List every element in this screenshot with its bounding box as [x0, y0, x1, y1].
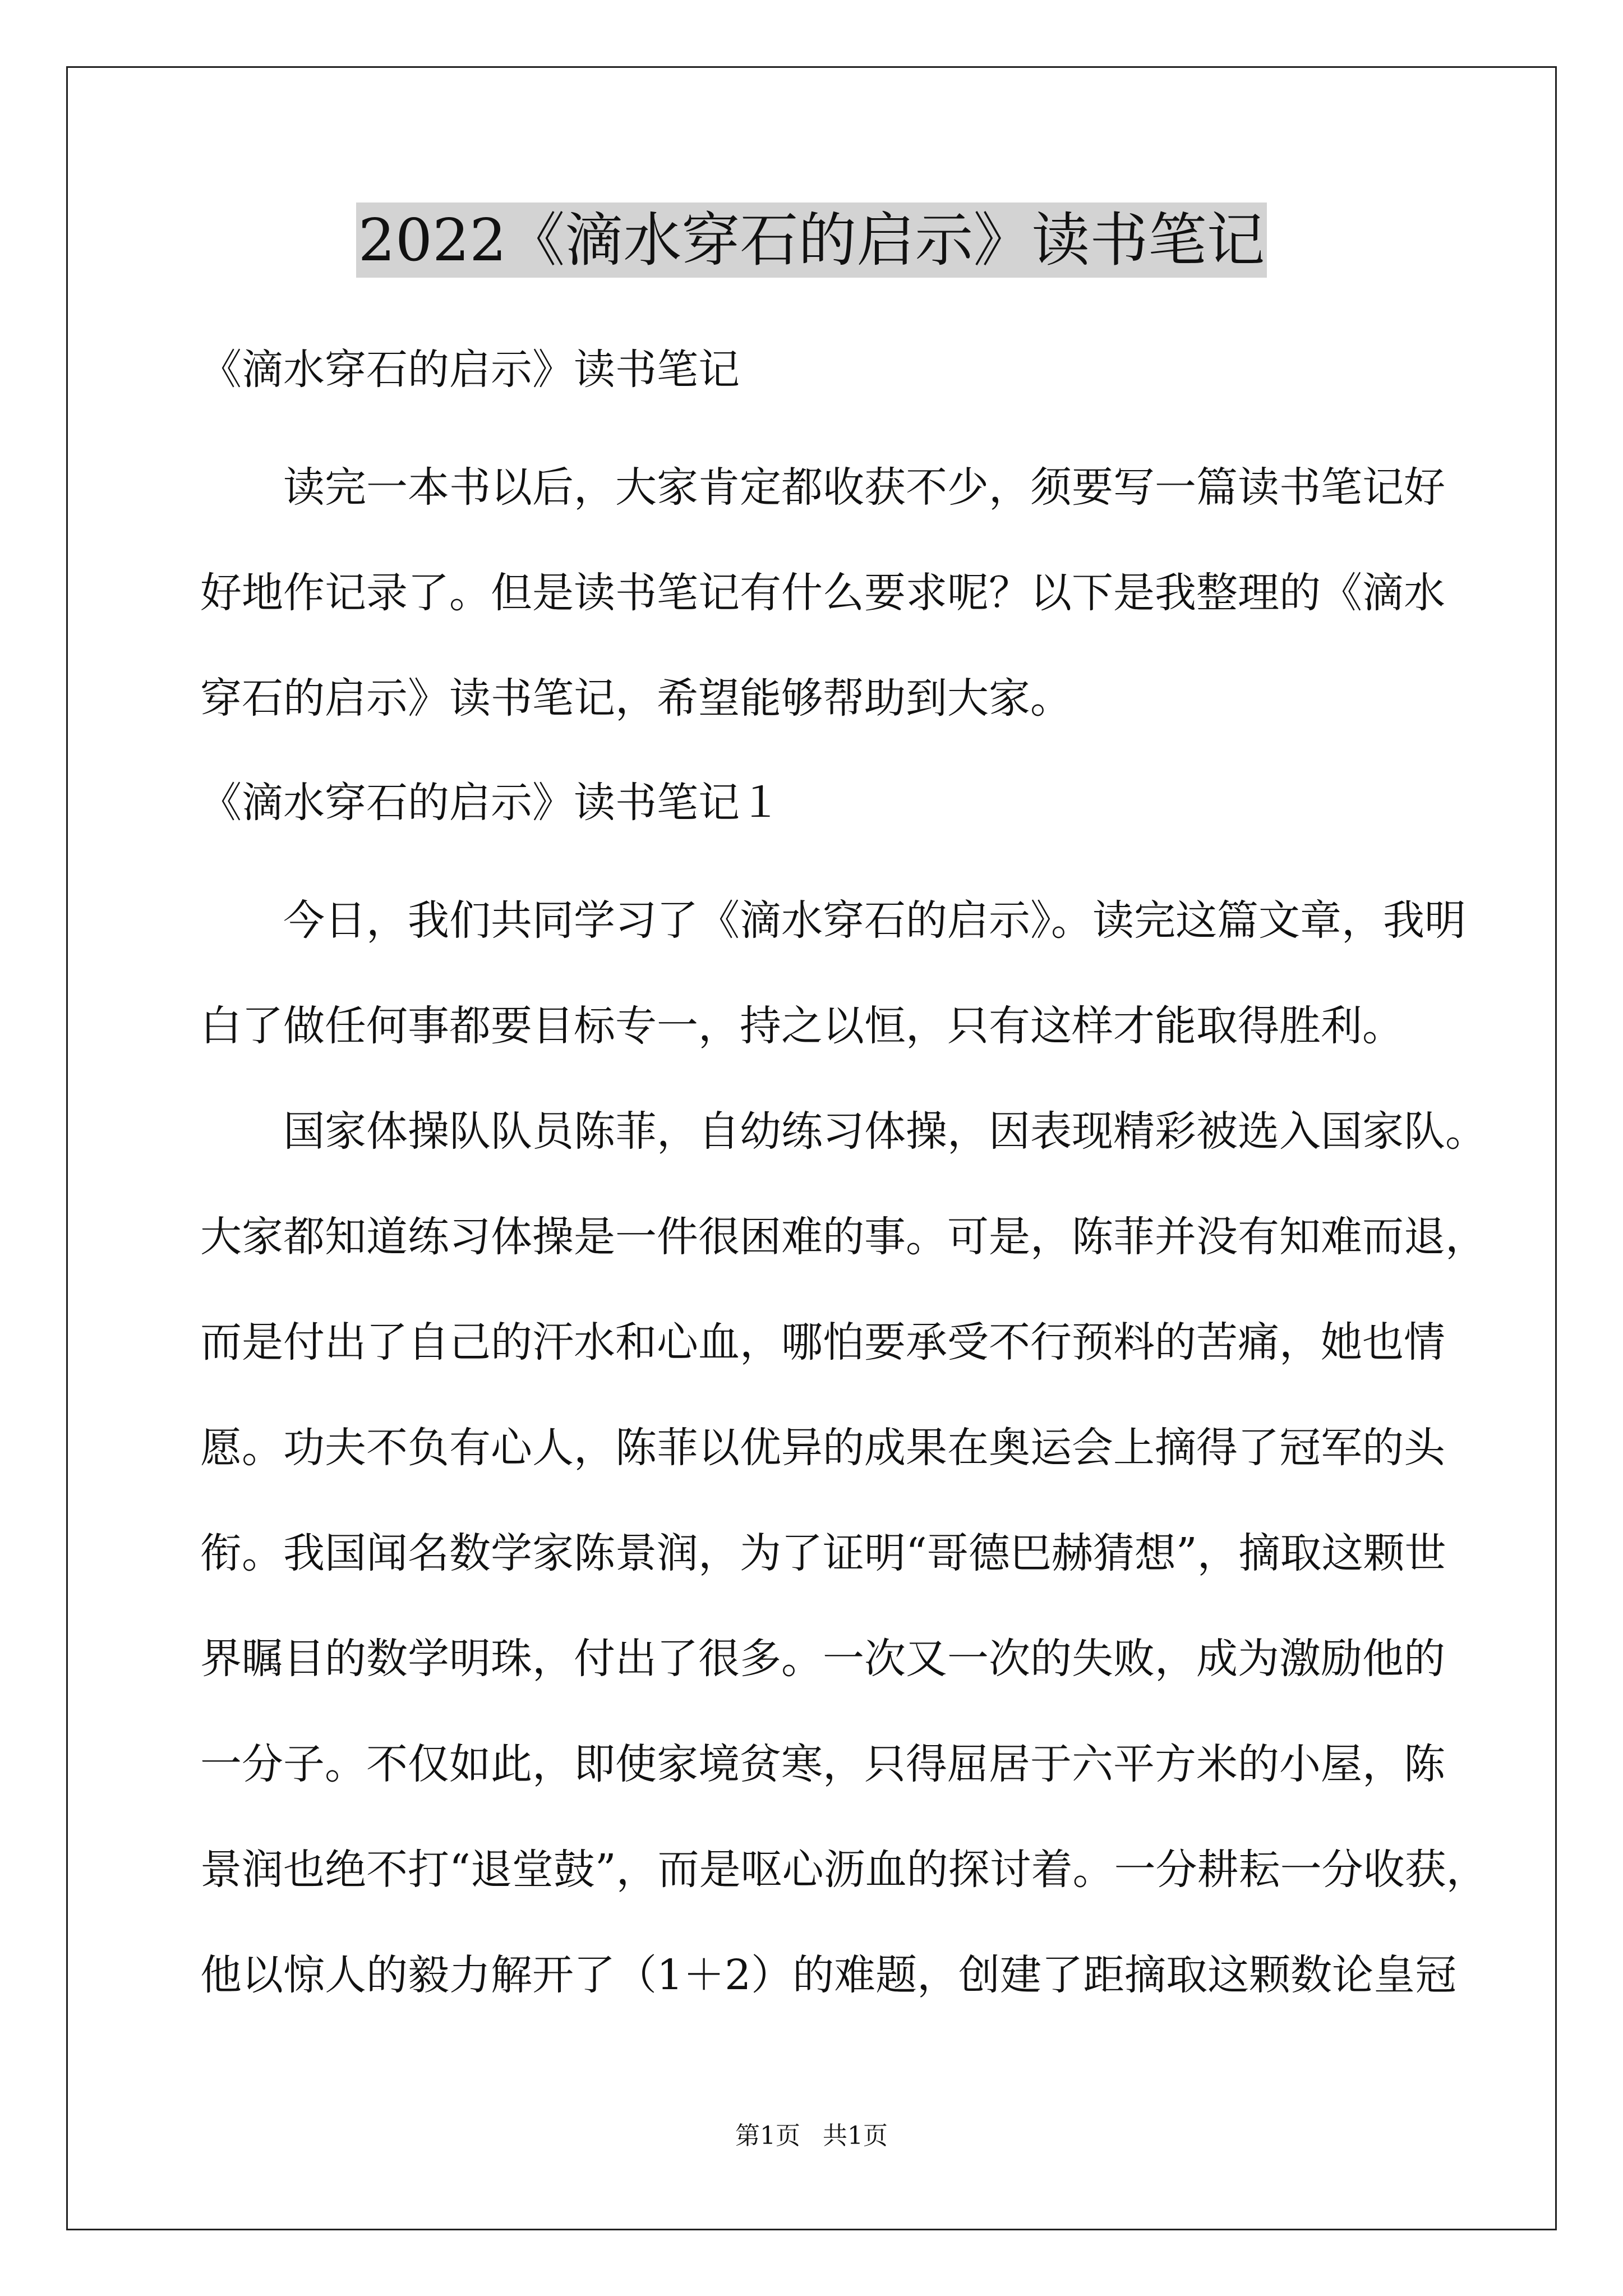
page-total: 共1页: [823, 2122, 888, 2150]
paragraph-line: 他以惊人的毅力解开了（1＋2）的难题，创建了距摘取这颗数论皇冠: [200, 1951, 1457, 1999]
paragraph-line: 愿。功夫不负有心人，陈菲以优异的成果在奥运会上摘得了冠军的头: [200, 1424, 1445, 1472]
intro-line: 穿石的启示》读书笔记，希望能够帮助到大家。: [200, 674, 1072, 723]
paragraph-line: 而是付出了自己的汗水和心血，哪怕要承受不行预料的苦痛，她也情: [200, 1318, 1445, 1366]
paragraph-line: 衔。我国闻名数学家陈景润，为了证明“哥德巴赫猜想”，摘取这颗世: [200, 1529, 1446, 1577]
intro-line: 好地作记录了。但是读书笔记有什么要求呢？以下是我整理的《滴水: [200, 569, 1445, 617]
section-heading-1: 《滴水穿石的启示》读书笔记１: [200, 779, 781, 827]
document-title-text: 2022《滴水穿石的启示》读书笔记: [356, 203, 1267, 278]
paragraph-line: 白了做任何事都要目标专一，持之以恒，只有这样才能取得胜利。: [200, 1002, 1404, 1050]
section-heading-intro: 《滴水穿石的启示》读书笔记: [200, 346, 740, 394]
paragraph-line: 今日，我们共同学习了《滴水穿石的启示》。读完这篇文章，我明: [283, 896, 1466, 945]
intro-paragraph: [200, 459, 1445, 727]
page-footer: [0, 2119, 1623, 2153]
paragraph-line: 景润也绝不打“退堂鼓”，而是呕心沥血的探讨着。一分耕耘一分收获，: [200, 1846, 1488, 1894]
paragraph-2: [200, 1103, 1488, 2004]
paragraph-line: 一分子。不仅如此，即使家境贫寒，只得屈居于六平方米的小屋，陈: [200, 1740, 1445, 1788]
paragraph-line: 界瞩目的数学明珠，付出了很多。一次又一次的失败，成为激励他的: [200, 1635, 1445, 1683]
paragraph-1: [200, 892, 1466, 1055]
paragraph-line: 大家都知道练习体操是一件很困难的事。可是，陈菲并没有知难而退，: [200, 1213, 1487, 1261]
paragraph-line: 国家体操队队员陈菲，自幼练习体操，因表现精彩被选入国家队。: [283, 1107, 1487, 1156]
document-body: [200, 341, 1488, 2052]
intro-line: 读完一本书以后，大家肯定都收获不少，须要写一篇读书笔记好: [283, 463, 1445, 512]
document-title: [0, 195, 1623, 285]
page-number: 第1页: [735, 2122, 800, 2150]
